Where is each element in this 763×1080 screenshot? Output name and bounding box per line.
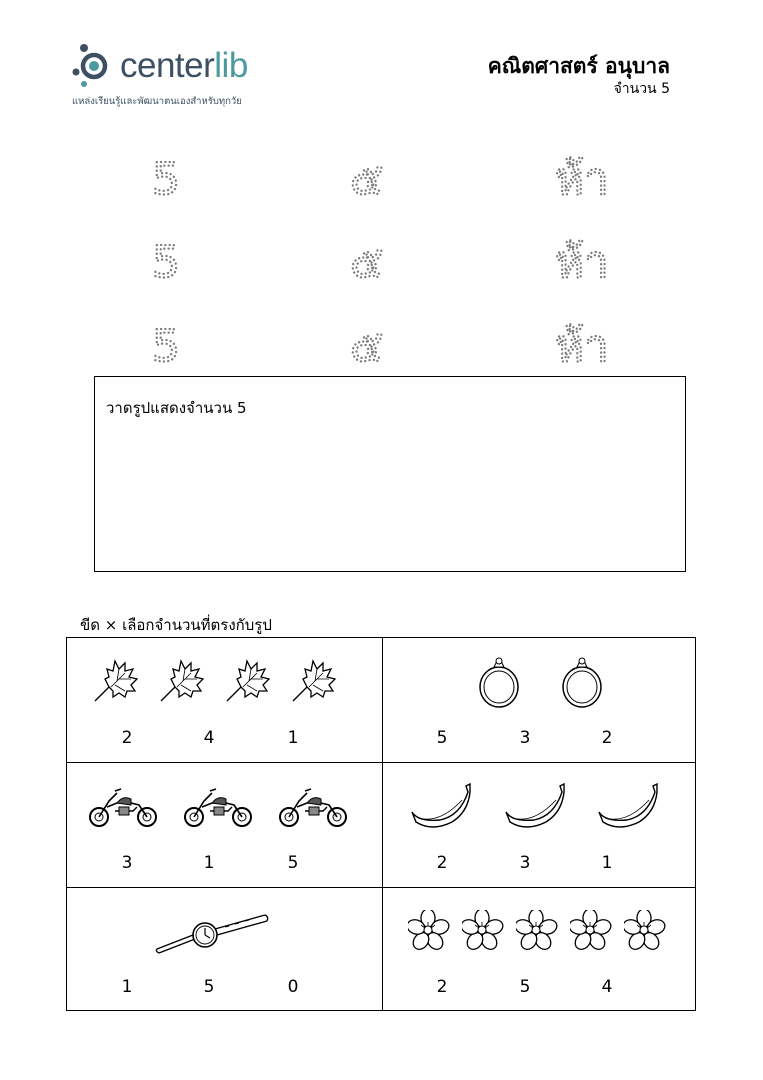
exercise-cell (67, 887, 382, 1011)
flower-icon (408, 910, 450, 952)
dotted-trace-word (555, 317, 645, 377)
dotted-trace-thai-digit (350, 317, 440, 377)
trace-text: 5 (152, 154, 180, 205)
motorcycle-icon (182, 785, 254, 829)
logo (70, 40, 310, 110)
flower-icon (624, 910, 666, 952)
number-choice[interactable]: 2 (121, 728, 133, 748)
page-subtitle: จำนวน 5 (613, 81, 670, 97)
picture-group (67, 777, 382, 839)
number-choice[interactable]: 3 (121, 852, 133, 873)
banana-icon (504, 782, 566, 832)
trace-text: ๕ (350, 321, 384, 372)
number-choice[interactable]: 2 (436, 852, 448, 873)
counting-exercise-grid (66, 637, 696, 1011)
flower-icon (516, 910, 558, 952)
number-choice[interactable]: 5 (436, 728, 448, 748)
exercise-cell (67, 763, 382, 887)
number-choice[interactable]: 2 (601, 728, 613, 748)
flower-icon (570, 910, 612, 952)
number-choice[interactable]: 1 (121, 977, 133, 997)
number-choice[interactable]: 3 (519, 852, 531, 873)
exercise-instruction: ขีด × เลือกจำนวนที่ตรงกับรูป (80, 616, 272, 634)
dotted-trace-arabic (152, 317, 242, 377)
banana-icon (410, 782, 472, 832)
ring-icon (560, 655, 604, 709)
number-choice[interactable]: 5 (519, 977, 531, 997)
flower-icon (462, 910, 504, 952)
number-choice[interactable]: 1 (203, 852, 215, 873)
dotted-trace-word (555, 233, 645, 293)
number-choice[interactable]: 4 (203, 728, 215, 748)
banana-icon (597, 782, 659, 832)
number-choice[interactable]: 1 (601, 852, 613, 873)
maple-leaf-icon (221, 657, 271, 707)
dotted-trace-arabic (152, 150, 242, 210)
drawing-box[interactable] (94, 376, 686, 572)
motorcycle-icon (277, 785, 349, 829)
trace-text: ๕ (350, 154, 384, 205)
trace-text: ห้า (555, 321, 609, 372)
dotted-trace-thai-digit (350, 233, 440, 293)
number-choice[interactable]: 2 (436, 977, 448, 997)
picture-group (382, 777, 697, 839)
trace-text: 5 (152, 237, 180, 288)
number-choice[interactable]: 4 (601, 977, 613, 997)
picture-group (382, 652, 697, 714)
exercise-cell (67, 638, 382, 762)
dotted-trace-thai-digit (350, 150, 440, 210)
number-choice[interactable]: 0 (287, 977, 299, 997)
tracing-row (0, 150, 763, 210)
trace-text: ห้า (555, 237, 609, 288)
exercise-cell (382, 887, 697, 1011)
number-choice[interactable]: 3 (519, 728, 531, 748)
logo-tagline: แหล่งเรียนรู้และพัฒนาตนเองสำหรับทุกวัย (72, 96, 242, 107)
exercise-cell (382, 638, 697, 762)
page-title: คณิตศาสตร์ อนุบาล (487, 54, 670, 78)
tracing-row (0, 317, 763, 377)
trace-text: ห้า (555, 154, 609, 205)
motorcycle-icon (87, 785, 159, 829)
picture-group (67, 652, 382, 714)
number-choice[interactable]: 5 (203, 977, 215, 997)
maple-leaf-icon (287, 657, 337, 707)
number-choice[interactable]: 1 (287, 728, 299, 748)
dotted-trace-arabic (152, 233, 242, 293)
maple-leaf-icon (155, 657, 205, 707)
dotted-trace-word (555, 150, 645, 210)
number-choice[interactable]: 5 (287, 852, 299, 873)
molecule-logo-icon (70, 42, 118, 90)
tracing-row (0, 233, 763, 293)
exercise-cell (382, 763, 697, 887)
wristwatch-icon (155, 905, 271, 957)
picture-group (67, 901, 382, 963)
maple-leaf-icon (89, 657, 139, 707)
drawing-box-label: วาดรูปแสดงจำนวน 5 (106, 399, 247, 417)
trace-text: 5 (152, 321, 180, 372)
trace-text: ๕ (350, 237, 384, 288)
picture-group (382, 901, 697, 963)
logo-wordmark: centerlib (120, 46, 248, 85)
ring-icon (477, 655, 521, 709)
